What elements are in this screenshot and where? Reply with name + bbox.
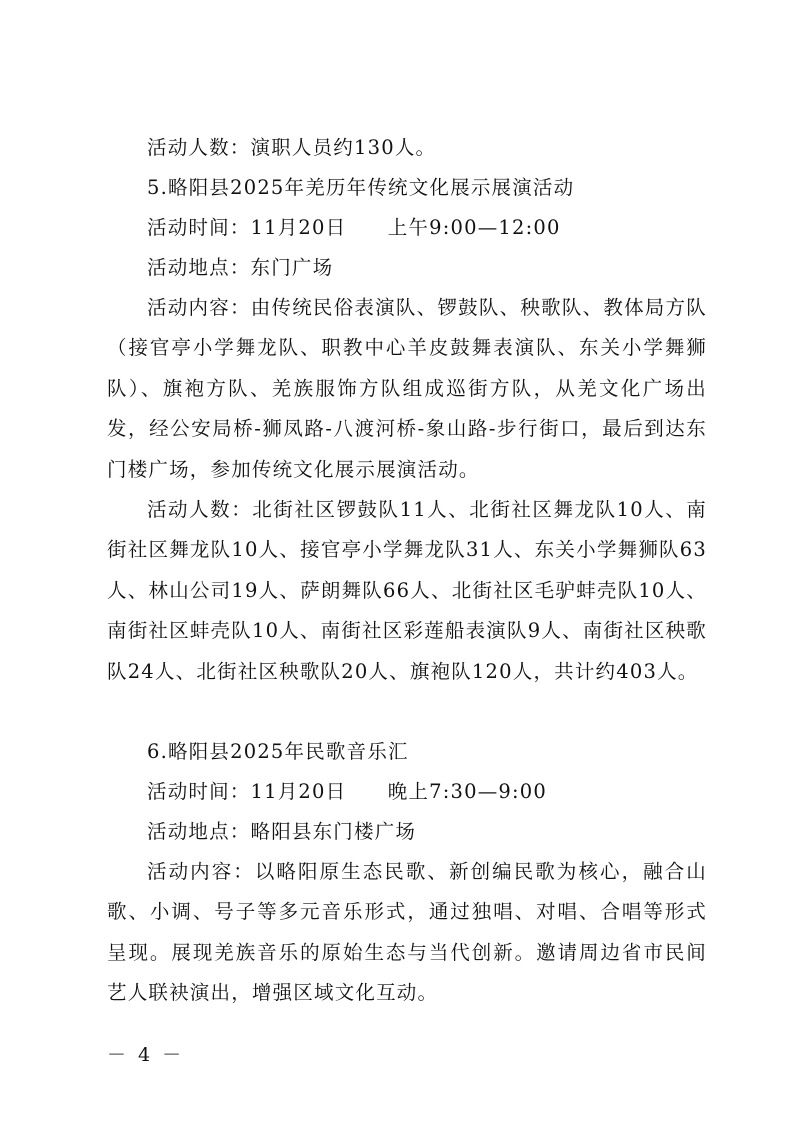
page-number: － 4 － [107,1044,185,1066]
event-6-time: 活动时间：11月20日 晚上7:30—9:00 [147,780,548,803]
participants-count-line: 活动人数：演职人员约130人。 [147,136,437,159]
event-5-participants: 活动人数：北街社区锣鼓队11人、北街社区舞龙队10人、南街社区舞龙队10人、接官亭小学舞龙队31人、东关小学舞狮队63人、林山公司19人、萨朗舞队66人、北街社区毛驴蚌壳队10人、南街社区蚌壳队10人、南街社区彩莲船表演队9人、南街社区秧歌队24人、北街社区秧歌队20人、旗袍队120人，共计约403人。 [107,498,707,683]
event-5-location: 活动地点：东门广场 [147,256,334,279]
event-6-location: 活动地点：略阳县东门楼广场 [147,820,417,843]
event-5-heading: 5.略阳县2025年羌历年传统文化展示展演活动 [147,176,575,199]
event-5-content: 活动内容：由传统民俗表演队、锣鼓队、秧歌队、教体局方队（接官亭小学舞龙队、职教中心羊皮鼓舞表演队、东关小学舞狮队）、旗袍方队、羌族服饰方队组成巡街方队，从羌文化广场出发，经公安局桥-狮凤路-八渡河桥-象山路-步行街口，最后到达东门楼广场，参加传统文化展示展演活动。 [107,296,707,481]
event-5-time: 活动时间：11月20日 上午9:00—12:00 [147,216,561,239]
event-6-content: 活动内容：以略阳原生态民歌、新创编民歌为核心，融合山歌、小调、号子等多元音乐形式，通过独唱、对唱、合唱等形式呈现。展现羌族音乐的原始生态与当代创新。邀请周边省市民间艺人联袂演出，增强区域文化互动。 [107,860,707,1005]
event-6-heading: 6.略阳县2025年民歌音乐汇 [147,740,409,763]
